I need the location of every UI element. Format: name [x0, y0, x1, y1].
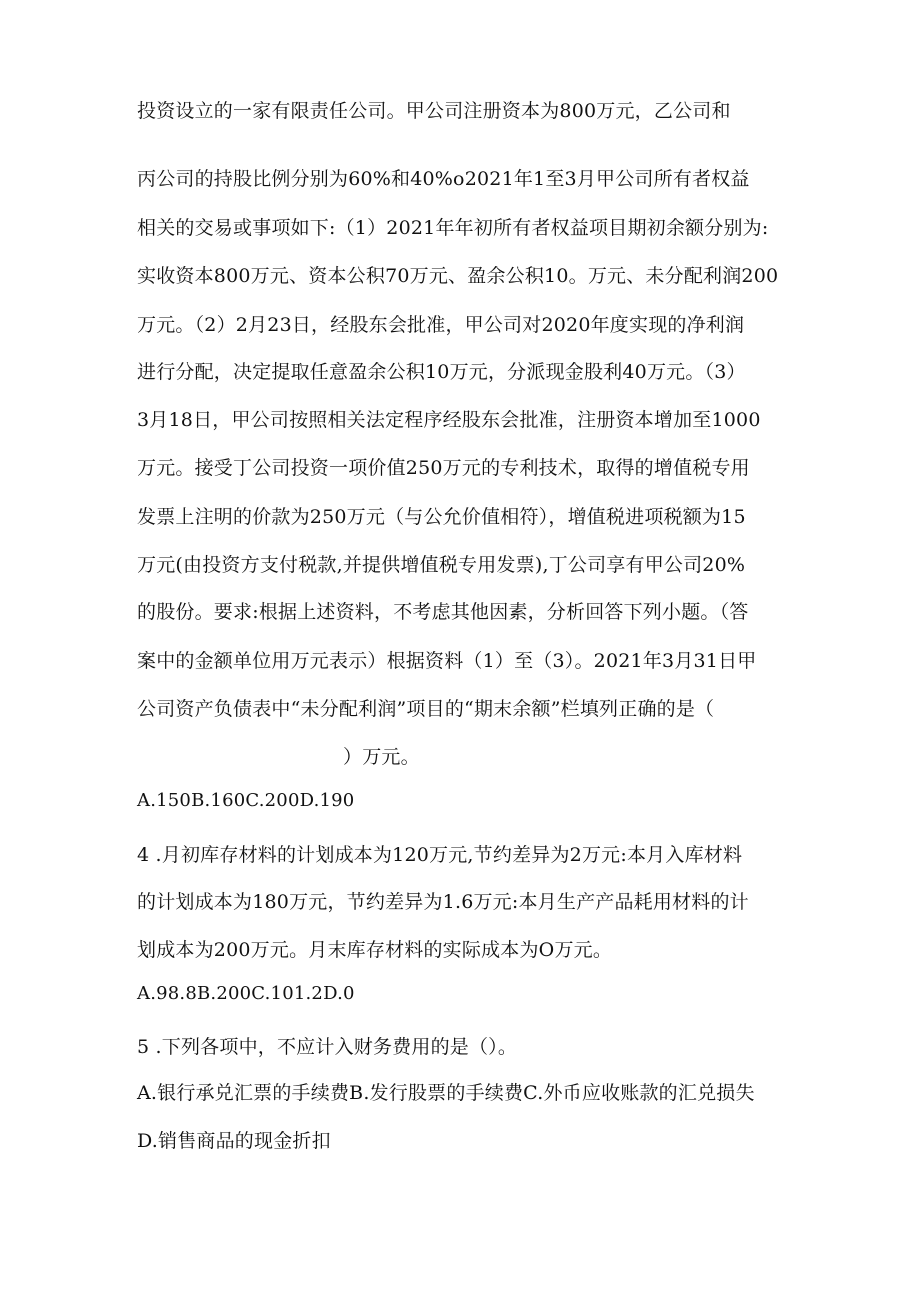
question-3-line-7: 3月18日，甲公司按照相关法定程序经股东会批准，注册资本增加至1000: [137, 409, 761, 431]
question-3-line-3: 相关的交易或事项如下:（1）2021年年初所有者权益项目期初余额分别为:: [137, 217, 769, 239]
question-4-options: A.98.8B.200C.101.2D.0: [137, 983, 355, 1004]
question-3-line-8: 万元。接受丁公司投资一项价值250万元的专利技术，取得的增值税专用: [137, 457, 750, 479]
question-4-line-2: 的计划成本为180万元，节约差异为1.6万元:本月生产产品耗用材料的计: [137, 891, 749, 913]
question-3-line-5: 万元。（2）2月23日，经股东会批准，甲公司对2020年度实现的净利润: [137, 314, 745, 336]
question-3-line-2: 丙公司的持股比例分别为60%和40%o2021年1至3月甲公司所有者权益: [137, 168, 750, 190]
question-3-line-1: 投资设立的一家有限责任公司。甲公司注册资本为800万元，乙公司和: [137, 100, 731, 122]
question-4-line-3: 划成本为200万元。月末库存材料的实际成本为O万元。: [137, 939, 613, 961]
question-3-line-9: 发票上注明的价款为250万元（与公允价值相符），增值税进项税额为15: [137, 506, 746, 528]
question-3-line-4: 实收资本800万元、资本公积70万元、盈余公积10。万元、未分配利润200: [137, 265, 779, 287]
question-3-line-11: 的股份。要求:根据上述资料，不考虑其他因素，分析回答下列小题。（答: [137, 601, 749, 623]
question-5-line-2: A.银行承兑汇票的手续费B.发行股票的手续费C.外币应收账款的汇兑损失: [137, 1082, 755, 1104]
question-5-line-3: D.销售商品的现金折扣: [137, 1130, 331, 1152]
question-3-line-12: 案中的金额单位用万元表示）根据资料（1）至（3）。2021年3月31日甲: [137, 650, 757, 672]
question-3-line-14: ）万元。: [343, 746, 420, 768]
question-3-line-13: 公司资产负债表中“未分配利润”项目的“期末余额”栏填列正确的是（: [137, 698, 715, 720]
question-4-line-1: 4 .月初库存材料的计划成本为120万元,节约差异为2万元:本月入库材料: [137, 844, 743, 866]
question-3-line-10: 万元(由投资方支付税款,并提供增值税专用发票),丁公司享有甲公司20%: [137, 554, 746, 576]
question-3-line-6: 进行分配，决定提取任意盈余公积10万元，分派现金股利40万元。（3）: [137, 361, 746, 383]
question-5-line-1: 5 .下列各项中，不应计入财务费用的是（）。: [137, 1036, 518, 1058]
question-3-options: A.150B.160C.200D.190: [137, 790, 355, 811]
